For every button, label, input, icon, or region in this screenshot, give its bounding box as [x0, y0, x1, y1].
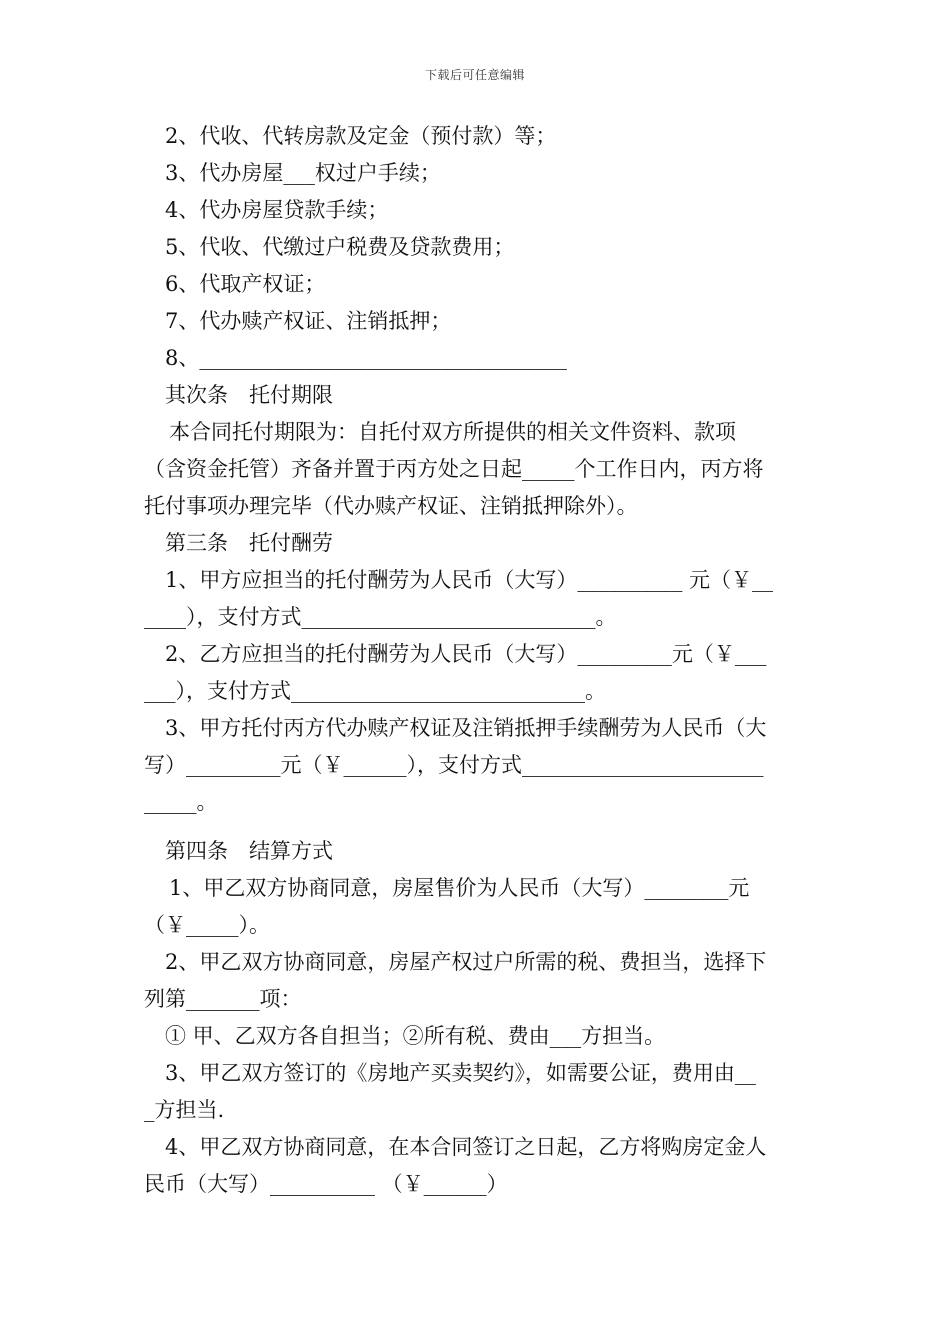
section-heading: 第三条 托付酬劳 [165, 531, 333, 555]
clause-line: 2、代收、代转房款及定金（预付款）等； [165, 124, 557, 148]
section-heading: 其次条 托付期限 [165, 383, 333, 407]
clause-line: 写）_________元（￥______），支付方式_______________________ [144, 753, 764, 777]
clause-line: 7、代办赎产权证、注销抵押； [165, 309, 452, 333]
clause-line: 2、甲乙双方协商同意，房屋产权过户所需的税、费担当，选择下 [165, 950, 767, 974]
clause-line: 4、甲乙双方协商同意，在本合同签订之日起，乙方将购房定金人 [165, 1135, 767, 1159]
clause-line: 民币（大写）__________ （￥______） [144, 1172, 508, 1196]
clause-line: 2、乙方应担当的托付酬劳为人民币（大写）_________元（￥___ [165, 642, 767, 666]
clause-line: 列第_______项： [144, 987, 302, 1011]
clause-line: （￥_____）。 [144, 913, 270, 937]
paragraph-line: 托付事项办理完毕（代办赎产权证、注销抵押除外）。 [144, 494, 638, 518]
clause-line: 4、代办房屋贷款手续； [165, 198, 389, 222]
clause-line: ___），支付方式____________________________。 [144, 679, 606, 703]
header-note: 下载后可任意编辑 [424, 68, 525, 82]
clause-line: 6、代取产权证； [165, 272, 326, 296]
clause-line: 3、甲乙双方签订的《房地产买卖契约》，如需要公证，费用由__ [165, 1061, 756, 1085]
clause-line: 1、甲方应担当的托付酬劳为人民币（大写）__________ 元（￥__ [165, 568, 774, 592]
clause-line: 3、代办房屋___权过户手续； [165, 161, 441, 185]
contract-body [144, 118, 809, 1203]
clause-line: 1、甲乙双方协商同意，房屋售价为人民币（大写）________元 [169, 876, 750, 900]
clause-line: _方担当. [144, 1098, 225, 1122]
clause-line: 5、代收、代缴过户税费及贷款费用； [165, 235, 515, 259]
clause-line: 3、甲方托付丙方代办赎产权证及注销抵押手续酬劳为人民币（大 [165, 716, 767, 740]
paragraph-line: （含资金托管）齐备并置于丙方处之日起_____个工作日内，丙方将 [144, 457, 764, 481]
spacer [144, 821, 809, 833]
section-heading: 第四条 结算方式 [165, 839, 333, 863]
clause-line: 8、___________________________________ [165, 346, 567, 370]
paragraph-line: 本合同托付期限为：自托付双方所提供的相关文件资料、款项 [169, 420, 736, 444]
clause-line: _____。 [144, 790, 218, 814]
clause-line: ① 甲、乙双方各自担当；②所有税、费由___方担当。 [165, 1024, 666, 1048]
clause-line: ____），支付方式____________________________。 [144, 605, 617, 629]
